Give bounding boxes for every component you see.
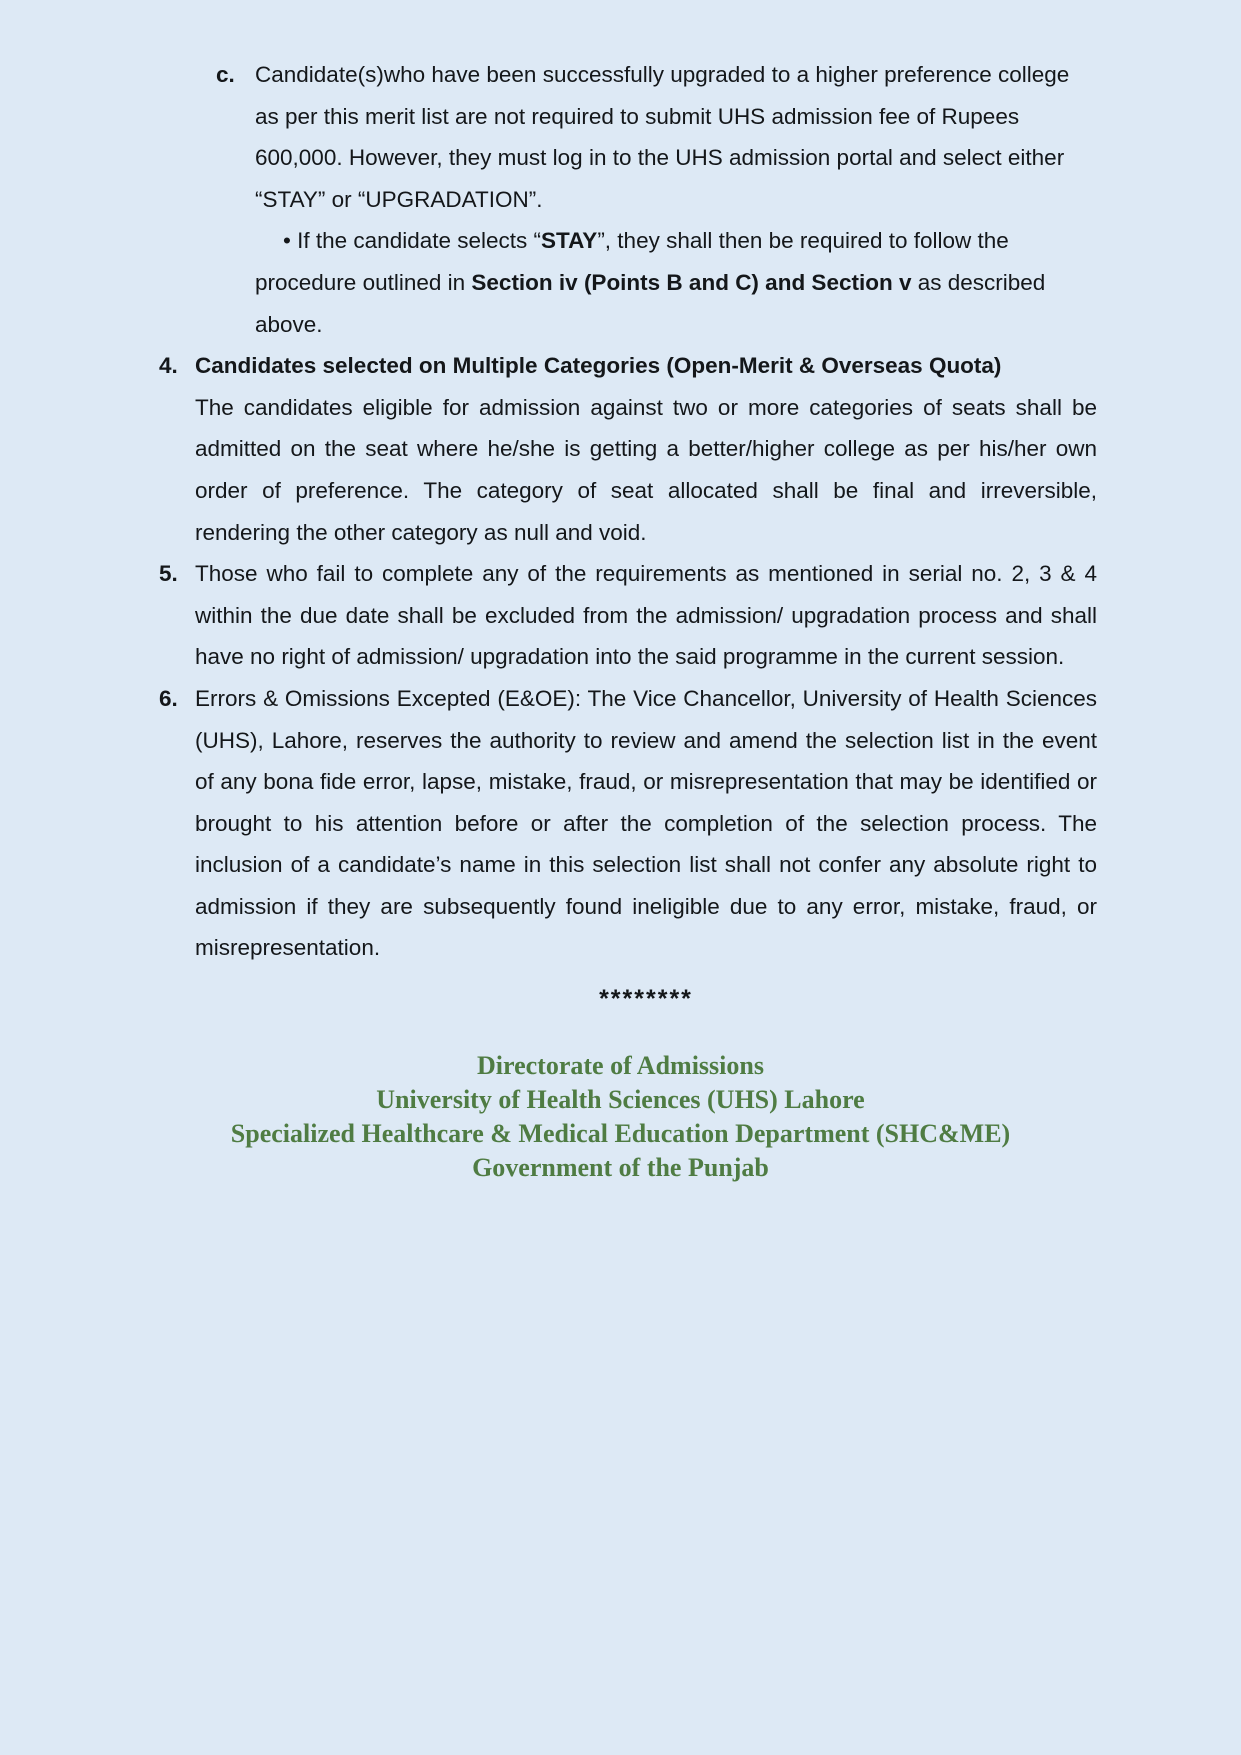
signature-line-directorate: Directorate of Admissions <box>477 1051 764 1081</box>
list-marker-c: c. <box>216 62 235 87</box>
item-6-body: Errors & Omissions Excepted (E&OE): The Vice Chancellor, University of Health Sciences (UHS), Lahore, reserves the authority to review and amend the selection list in the event of any bona fide error, lapse, mistake, fraud, or misrepresentation that may be identified or brought to his attention before or after the completion of the selection process. The inclusion of a candidate’s name in this selection list shall not confer any absolute right to admission if they are subsequently found ineligible due to any error, mistake, fraud, or misrepresentation. <box>195 685 1097 961</box>
list-item-5 <box>159 553 1097 678</box>
list-item-6 <box>159 678 1097 969</box>
item-c-paragraph: Candidate(s)who have been successfully upgraded to a higher preference college as per this merit list are not required to submit UHS admission fee of Rupees 600,000. However, they must log in to the UHS admission portal and select either “STAY” or “UPGRADATION”. <box>255 62 1070 212</box>
list-marker-6: 6. <box>159 685 178 711</box>
list-item-c <box>216 54 1086 345</box>
signature-block <box>0 1049 1241 1185</box>
stars-separator: ******** <box>599 985 693 1014</box>
item-4-body: The candidates eligible for admission against two or more categories of seats shall be admitted on the seat where he/she is getting a better/higher college as per his/her own order of preference. The category of seat allocated shall be final and irreversible, rendering the other category as null and void. <box>195 394 1097 545</box>
item-5-body: Those who fail to complete any of the requirements as mentioned in serial no. 2, 3 & 4 within the due date shall be excluded from the admission/ upgradation process and shall have no right of admission/ upgradation into the said programme in the current session. <box>195 561 1097 670</box>
bullet-icon: • <box>283 228 298 254</box>
list-marker-5: 5. <box>159 561 178 587</box>
list-marker-4: 4. <box>159 353 178 379</box>
signature-line-university: University of Health Sciences (UHS) Lahore <box>376 1085 865 1115</box>
signature-line-department: Specialized Healthcare & Medical Education Department (SHC&ME) <box>230 1119 1011 1149</box>
signature-line-government: Government of the Punjab <box>472 1153 769 1183</box>
bullet-item <box>255 220 1086 345</box>
bullet-item-text: If the candidate selects “STAY”, they shall then be required to follow the procedure outlined in Section iv (Points B and C) and Section v as described above. <box>255 228 1046 337</box>
list-item-4 <box>159 345 1097 553</box>
item-4-heading: Candidates selected on Multiple Categories (Open-Merit & Overseas Quota) <box>195 353 1002 379</box>
